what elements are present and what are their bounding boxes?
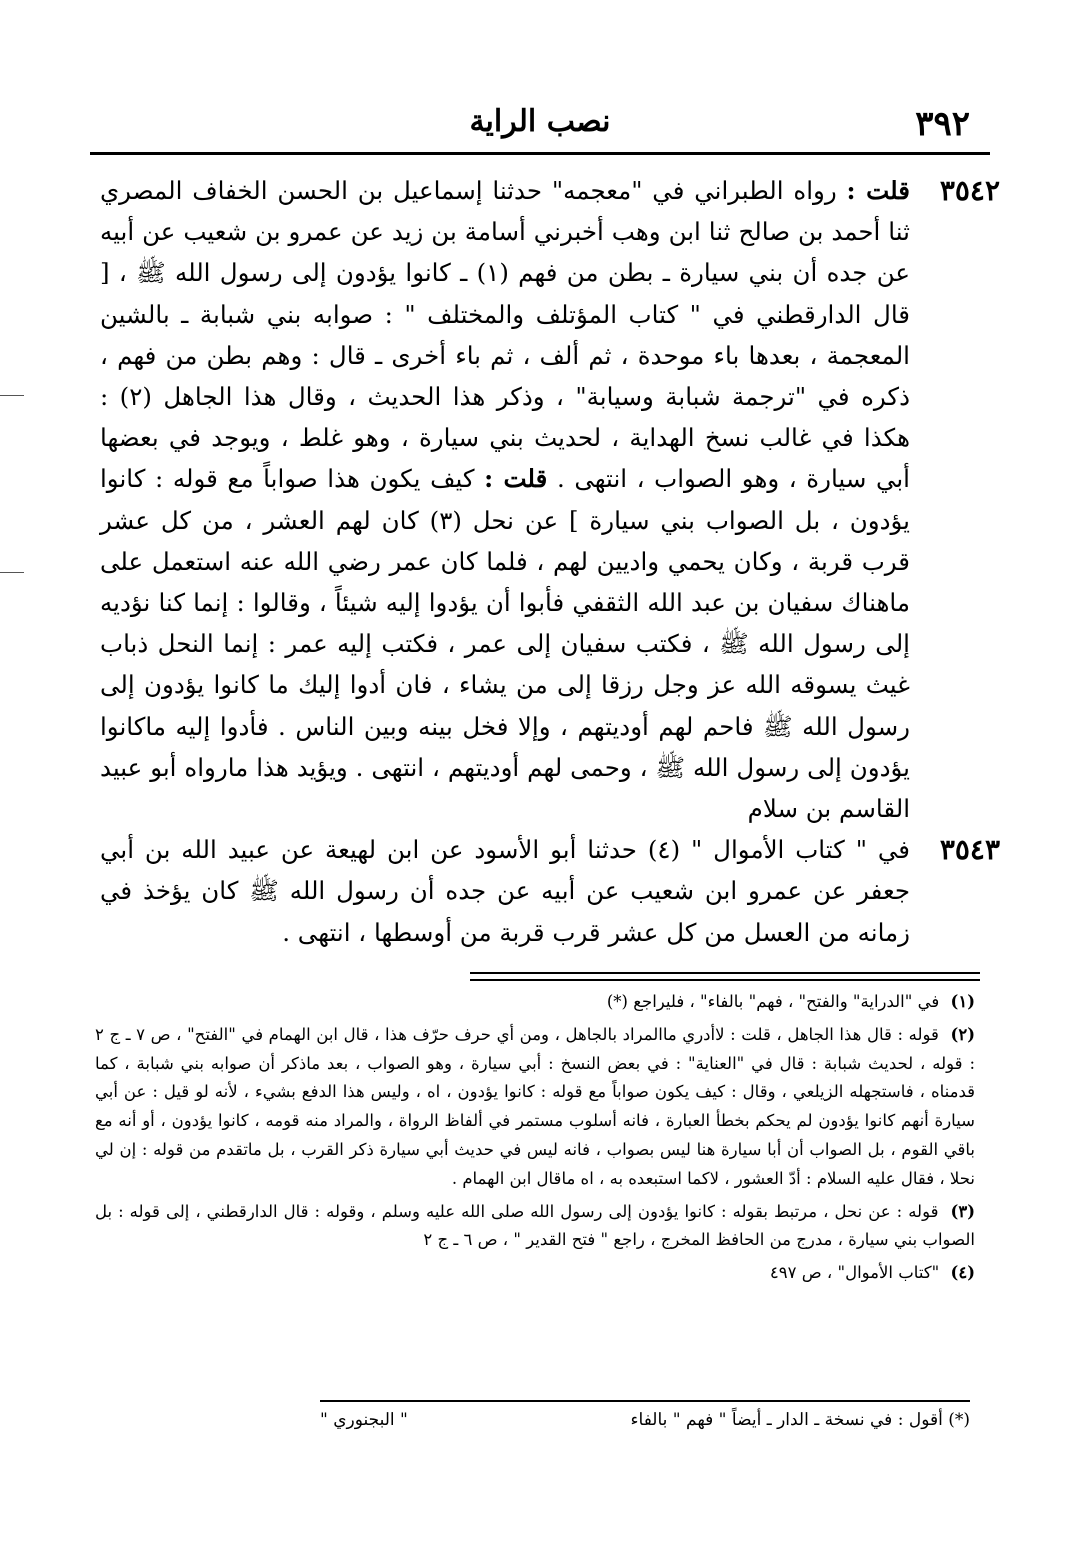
qultu-marker: قلت : bbox=[484, 464, 548, 494]
hadith-number: ٣٥٤٢ bbox=[939, 174, 1000, 207]
footnote bbox=[95, 1259, 975, 1288]
hadith-text: في " كتاب الأموال " (٤) حدثنا أبو الأسود عن ابن لهيعة عن عبيد الله بن أبي جعفر عن عمرو ابن شعيب عن أبيه عن جده أن رسول الله ﷺ كان يؤخذ في زمانه من العسل من كل عشر قرب قربة من أوسطها ، انتهى . bbox=[100, 835, 911, 947]
footnote bbox=[95, 988, 975, 1017]
footnote-number: (٣) bbox=[950, 1201, 975, 1221]
hadith-text: رواه الطبراني في "معجمه" حدثنا إسماعيل بن الحسن الخفاف المصري ثنا أحمد بن صالح ثنا ابن وهب أخبرني أسامة بن زيد عن عمرو بن شعيب عن أبيه عن جده أن بني سيارة ـ بطن من فهم (١) ـ كانوا يؤدون إلى رسول الله ﷺ ، [ قال الدارقطني في " كتاب المؤتلف والمختلف " : صوابه بني شبابة ـ بالشين المعجمة ، بعدها باء موحدة ، ثم ألف ، ثم باء أخرى ـ قال : وهم بطن من فهم ، ذكره في "ترجمة شبابة وسيابة" ، وذكر هذا الحديث ، وقال هذا الجاهل (٢) : هكذا في غالب نسخ الهداية ، لحديث بني سيارة ، وهو غلط ، ويوجد في بعضها أبي سيارة ، وهو الصواب ، انتهى . bbox=[100, 176, 910, 494]
editor-note-rule bbox=[320, 1400, 970, 1402]
footnote-number: (٢) bbox=[950, 1024, 976, 1044]
footnote-number: (٤) bbox=[950, 1263, 975, 1283]
footnote bbox=[95, 1198, 975, 1256]
page-header bbox=[90, 100, 990, 146]
footnote-text: قوله : عن نحل ، مرتبط بقوله : كانوا يؤدون إلى رسول الله صلى الله عليه وسلم ، وقوله : قال الدارقطني ، إلى قوله : بل الصواب بني سيارة ، مدرج من الحافظ المخرج ، راجع " فتح القدير " ، ص ٦ ـ ج ٢ bbox=[95, 1201, 975, 1250]
hadith-paragraph-3542 bbox=[100, 170, 1000, 829]
running-title: نصب الراية bbox=[469, 104, 611, 139]
footnote bbox=[95, 1021, 975, 1194]
editor-note bbox=[320, 1407, 970, 1433]
footnote-text: في "الدراية" والفتح" ، فهم" بالفاء" ، فليراجع (*) bbox=[606, 992, 940, 1011]
editor-signature: " البجنوري " bbox=[320, 1410, 408, 1430]
footnotes bbox=[95, 988, 975, 1292]
header-rule bbox=[90, 152, 990, 155]
footnote-text: "كتاب الأموال" ، ص ٤٩٧ bbox=[769, 1263, 940, 1283]
main-text bbox=[100, 170, 1000, 953]
hadith-number: ٣٥٤٣ bbox=[939, 833, 1000, 867]
scan-edge-mark bbox=[0, 395, 24, 396]
qultu-marker: قلت : bbox=[846, 176, 910, 205]
editor-note-text: (*) أقول : في نسخة ـ الدار ـ أيضاً " فهم " بالفاء bbox=[630, 1410, 970, 1430]
footnotes-rule bbox=[470, 972, 980, 981]
scan-edge-mark bbox=[0, 572, 24, 573]
hadith-text: كيف يكون هذا صواباً مع قوله : كانوا يؤدون ، بل الصواب بني سيارة ] عن نحل (٣) كان لهم العشر ، من كل عشر قرب قربة ، وكان يحمي واديين لهم ، فلما كان عمر رضي الله عنه استعمل على ماهناك سفيان بن عبد الله الثقفي فأبوا أن يؤدوا إليه شيئاً ، وقالوا : إنما كنا نؤديه إلى رسول الله ﷺ ، فكتب سفيان إلى عمر ، فكتب إليه عمر : إنما النحل ذباب غيث يسوقه الله عز وجل رزقا إلى من يشاء ، فان أدوا إليك ما كانوا يؤدون إلى رسول الله ﷺ فاحم لهم أوديتهم ، وإلا فخل بينه وبين الناس . فأدوا إليه ماكانوا يؤدون إلى رسول الله ﷺ ، وحمى لهم أوديتهم ، انتهى . ويؤيد هذا مارواه أبو عبيد القاسم بن سلام bbox=[100, 464, 910, 824]
hadith-paragraph-3543 bbox=[100, 829, 1000, 953]
page-number: ٣٩٢ bbox=[915, 104, 970, 144]
footnote-number: (١) bbox=[950, 992, 975, 1011]
footnote-text: قوله : قال هذا الجاهل ، قلت : لاأدري ماالمراد بالجاهل ، ومن أي حرف حرّف هذا ، قال ابن الهمام في "الفتح" ، ص ٧ ـ ج ٢ : قوله ، لحديث شبابة : قال في "العناية" : في بعض النسخ : أبي سيارة ، وهو الصواب ، بعد ماذكر أن صوابه بني شبابة ، كما قدمناه ، فاستجهله الزيلعي ، وقال : كيف يكون صواباً مع قوله : كانوا يؤدون ، اه ، وليس هذا الدفع بشيء ، لأنه لو قيل : عن أبي سيارة أنهم كانوا يؤدون لم يحكم بخطأ العبارة ، فانه أسلوب مستمر في ألفاظ الرواة ، والمراد منه قومه ، كانوا يؤدون ، أو أنه مع باقي القوم ، بل الصواب أن أبا سيارة هنا ليس بصواب ، فانه ليس في حديث أبي سيارة ذكر القرب ، بل ماتقدم من قوله : إن لي نحلا ، فقال عليه السلام : أدّ العشور ، لاكما استبعده به ، اه ماقال ابن الهمام . bbox=[95, 1024, 975, 1188]
